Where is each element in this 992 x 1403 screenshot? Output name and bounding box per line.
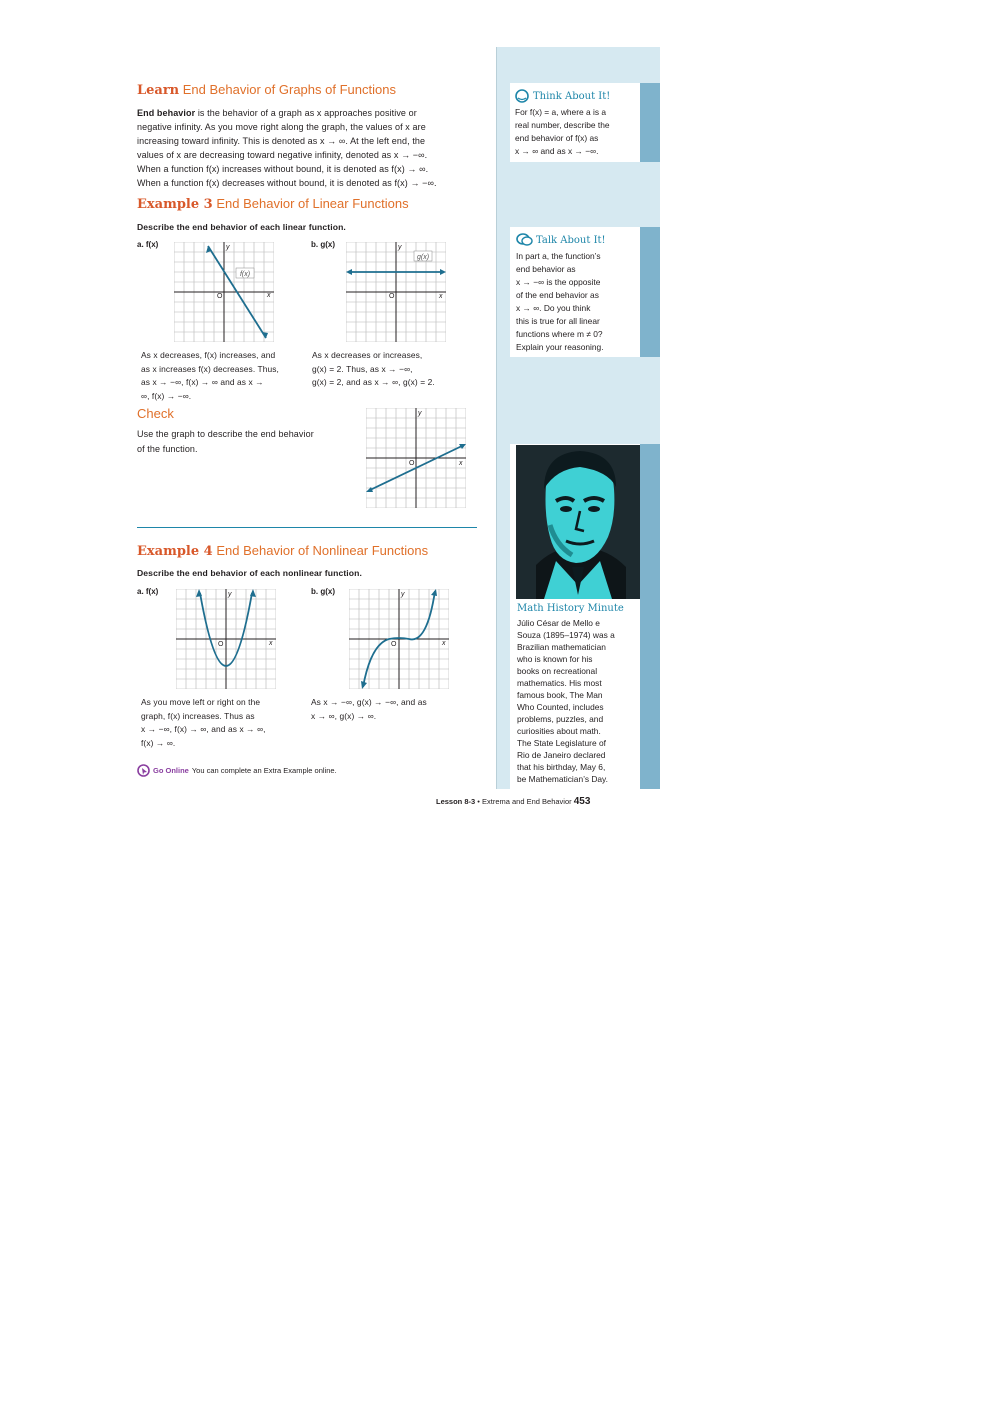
- graph-ex4-b: [349, 589, 449, 689]
- axis-x: x: [267, 292, 271, 299]
- sidebar-accent-bar-2: [640, 227, 660, 357]
- example3-title: End Behavior of Linear Functions: [216, 196, 409, 211]
- history-line: be Mathematician’s Day.: [517, 774, 608, 784]
- example4-answer-a: [141, 696, 311, 750]
- answer-line: As x → −∞, g(x) → −∞, and as: [311, 697, 427, 707]
- lightbulb-head-icon: [515, 89, 530, 103]
- talk-line: of the end behavior as: [516, 290, 599, 300]
- footer-lesson: Lesson 8-3: [436, 797, 476, 806]
- page-footer: [436, 796, 590, 807]
- speech-bubbles-icon: [516, 233, 533, 247]
- history-line: that his birthday, May 6,: [517, 762, 606, 772]
- axis-x: x: [459, 460, 463, 467]
- talk-title: Talk About It!: [536, 234, 606, 246]
- go-online-link[interactable]: [137, 764, 337, 777]
- origin: O: [389, 293, 395, 300]
- answer-line: g(x) = 2. Thus, as x → −∞,: [312, 363, 413, 374]
- example3-answer-a: [141, 349, 311, 403]
- think-about-it-box: [515, 89, 639, 158]
- history-line: problems, puzzles, and: [517, 714, 604, 724]
- graph-label-fx: f(x): [239, 271, 251, 278]
- axis-x: x: [442, 640, 446, 647]
- axis-y: y: [226, 244, 230, 251]
- section-divider: [137, 527, 477, 528]
- example3-label: Example 3: [137, 197, 213, 212]
- example4-label: Example 4: [137, 544, 213, 559]
- example3-answer-b: [312, 349, 482, 390]
- history-line: famous book, The Man: [517, 690, 603, 700]
- example4-prompt: Describe the end behavior of each nonlinear function.: [137, 568, 362, 578]
- axis-y: y: [228, 591, 232, 598]
- history-line: Souza (1895–1974) was a: [517, 630, 615, 640]
- footer-title: • Extrema and End Behavior: [477, 797, 572, 806]
- talk-line: end behavior as: [516, 264, 576, 274]
- answer-line: as x increases f(x) decreases. Thus,: [141, 363, 279, 374]
- graph-label-gx: g(x): [416, 254, 430, 261]
- origin: O: [409, 460, 415, 467]
- answer-line: as x → −∞, f(x) → ∞ and as x →: [141, 377, 264, 387]
- check-line: Use the graph to describe the end behavior: [137, 429, 314, 439]
- learn-line: increasing toward infinity. This is denoted as x → ∞. At the left end, the: [137, 136, 426, 146]
- origin: O: [217, 293, 223, 300]
- history-line: Rio de Janeiro declared: [517, 750, 606, 760]
- axis-y: y: [401, 591, 405, 598]
- history-line: Júlio César de Mello e: [517, 618, 600, 628]
- page-number: 453: [573, 796, 591, 807]
- history-line: Brazilian mathematician: [517, 642, 606, 652]
- learn-line: is the behavior of a graph as x approaches positive or: [195, 108, 417, 118]
- example4-part-b: b. g(x): [311, 587, 335, 596]
- check-prompt: [137, 427, 314, 457]
- go-online-text: You can complete an Extra Example online.: [191, 766, 337, 775]
- history-line: mathematics. His most: [517, 678, 602, 688]
- learn-heading: [137, 82, 396, 98]
- talk-line: functions where m ≠ 0?: [516, 329, 603, 339]
- think-line: x → ∞ and as x → −∞.: [515, 146, 599, 156]
- answer-line: x → −∞, f(x) → ∞, and as x → ∞,: [141, 724, 266, 734]
- graph-check: [366, 408, 466, 508]
- learn-label: Learn: [137, 83, 180, 98]
- answer-line: g(x) = 2, and as x → ∞, g(x) = 2.: [312, 377, 435, 387]
- think-line: For f(x) = a, where a is a: [515, 107, 606, 117]
- answer-line: f(x) → ∞.: [141, 737, 176, 748]
- learn-paragraph: [137, 106, 497, 190]
- learn-line: When a function f(x) increases without bound, it is denoted as f(x) → ∞.: [137, 164, 429, 174]
- axis-x: x: [439, 293, 443, 300]
- learn-line: values of x are decreasing toward negative infinity, denoted as x → −∞.: [137, 150, 428, 160]
- answer-line: As you move left or right on the: [141, 697, 261, 707]
- go-online-label: Go Online: [153, 766, 189, 775]
- axis-y: y: [418, 410, 422, 417]
- portrait-illustration: [516, 445, 640, 599]
- history-line: curiosities about math.: [517, 726, 601, 736]
- example3-part-b: b. g(x): [311, 240, 335, 249]
- graph-ex4-a: [176, 589, 276, 689]
- talk-line: x → ∞. Do you think: [516, 303, 591, 313]
- example4-title-b: of Nonlinear Functions: [298, 543, 429, 558]
- think-line: end behavior of f(x) as: [515, 133, 599, 143]
- check-heading: Check: [137, 406, 174, 421]
- axis-y: y: [398, 244, 402, 251]
- history-line: books on recreational: [517, 666, 598, 676]
- answer-line: graph, f(x) increases. Thus as: [141, 710, 255, 721]
- talk-line: Explain your reasoning.: [516, 342, 604, 352]
- example4-part-a: a. f(x): [137, 587, 159, 596]
- answer-line: As x decreases, f(x) increases, and: [141, 350, 276, 360]
- think-line: real number, describe the: [515, 120, 610, 130]
- history-line: Who Counted, includes: [517, 702, 604, 712]
- sidebar-accent-bar-3: [640, 444, 660, 789]
- example4-heading: [137, 543, 428, 559]
- example4-answer-b: [311, 696, 481, 723]
- origin: O: [391, 641, 397, 648]
- cursor-globe-icon: [137, 764, 150, 777]
- axis-x: x: [269, 640, 273, 647]
- answer-line: x → ∞, g(x) → ∞.: [311, 710, 377, 721]
- learn-line: When a function f(x) decreases without bound, it is denoted as f(x) → −∞.: [137, 178, 437, 188]
- talk-about-it-box: [516, 233, 640, 354]
- history-line: The State Legislature of: [517, 738, 606, 748]
- answer-line: ∞, f(x) → −∞.: [141, 390, 192, 401]
- example3-heading: [137, 196, 409, 212]
- talk-line: x → −∞ is the opposite: [516, 277, 601, 287]
- talk-line: this is true for all linear: [516, 316, 600, 326]
- math-history-box: [517, 603, 641, 785]
- answer-line: As x decreases or increases,: [312, 350, 423, 360]
- end-behavior-term: End behavior: [137, 108, 196, 118]
- history-title: Math History Minute: [517, 603, 624, 614]
- talk-line: In part a, the function’s: [516, 251, 601, 261]
- learn-title: End Behavior of Graphs of Functions: [182, 82, 396, 97]
- learn-line: negative infinity. As you move right along the graph, the values of x are: [137, 122, 426, 132]
- origin: O: [218, 641, 224, 648]
- sidebar-accent-bar-1: [640, 83, 660, 162]
- graph-ex3-a: [174, 242, 274, 342]
- graph-ex3-b: [346, 242, 446, 342]
- check-line: of the function.: [137, 444, 198, 454]
- history-line: who is known for his: [517, 654, 593, 664]
- example3-prompt: Describe the end behavior of each linear function.: [137, 222, 346, 232]
- example4-title-a: End Behavior: [216, 543, 295, 558]
- example3-part-a: a. f(x): [137, 240, 159, 249]
- think-title: Think About It!: [533, 90, 611, 102]
